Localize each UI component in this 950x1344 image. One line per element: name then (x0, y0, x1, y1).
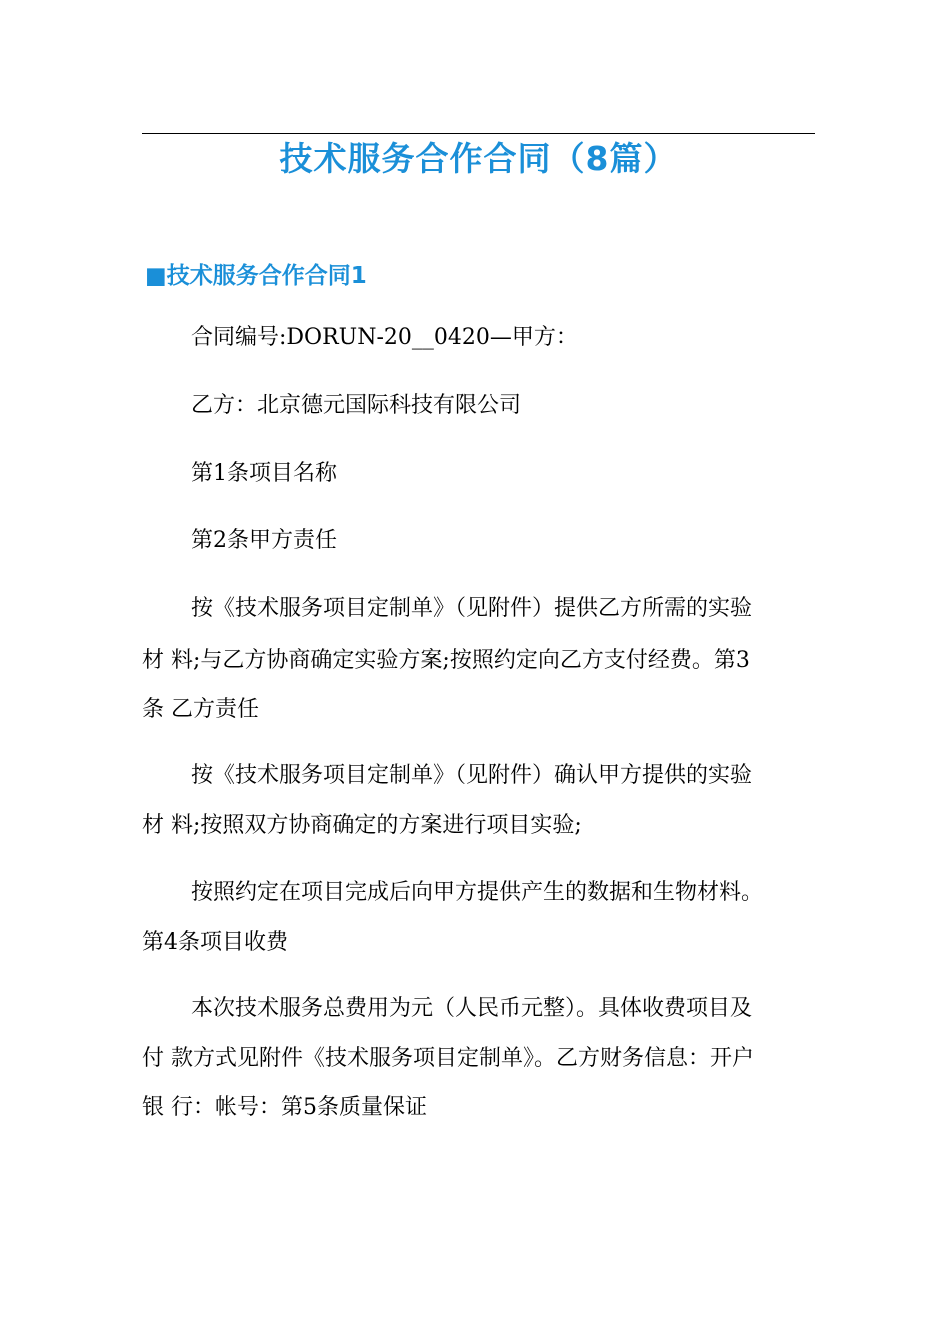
clause-1-heading: 第1条项目名称 (191, 461, 337, 486)
section-heading: ■技术服务合作合同1 (145, 263, 367, 289)
clause-2-heading: 第2条甲方责任 (191, 528, 337, 553)
top-divider (142, 133, 815, 134)
paragraph-line: 付 款方式见附件《技术服务项目定制单》。乙方财务信息：开户 (142, 1046, 754, 1071)
page-title: 技术服务合作合同（8篇） (279, 139, 678, 178)
party-b-line: 乙方：北京德元国际科技有限公司 (191, 393, 522, 418)
paragraph-line: 按《技术服务项目定制单》（见附件）确认甲方提供的实验 (191, 763, 753, 788)
paragraph-line: 本次技术服务总费用为元（人民币元整）。具体收费项目及 (191, 996, 753, 1021)
paragraph-line: 材 料;与乙方协商确定实验方案;按照约定向乙方支付经费。第3 (142, 648, 750, 673)
paragraph-line: 材 料;按照双方协商确定的方案进行项目实验; (142, 813, 582, 838)
paragraph-line: 按《技术服务项目定制单》（见附件）提供乙方所需的实验 (191, 596, 753, 621)
paragraph-line: 条 乙方责任 (142, 697, 259, 722)
contract-number-line: 合同编号:DORUN-20__0420—甲方： (191, 325, 578, 350)
paragraph-line: 银 行：帐号：第5条质量保证 (142, 1095, 427, 1120)
paragraph-line: 按照约定在项目完成后向甲方提供产生的数据和生物材料。 (191, 880, 764, 905)
clause-4-heading: 第4条项目收费 (142, 930, 288, 955)
